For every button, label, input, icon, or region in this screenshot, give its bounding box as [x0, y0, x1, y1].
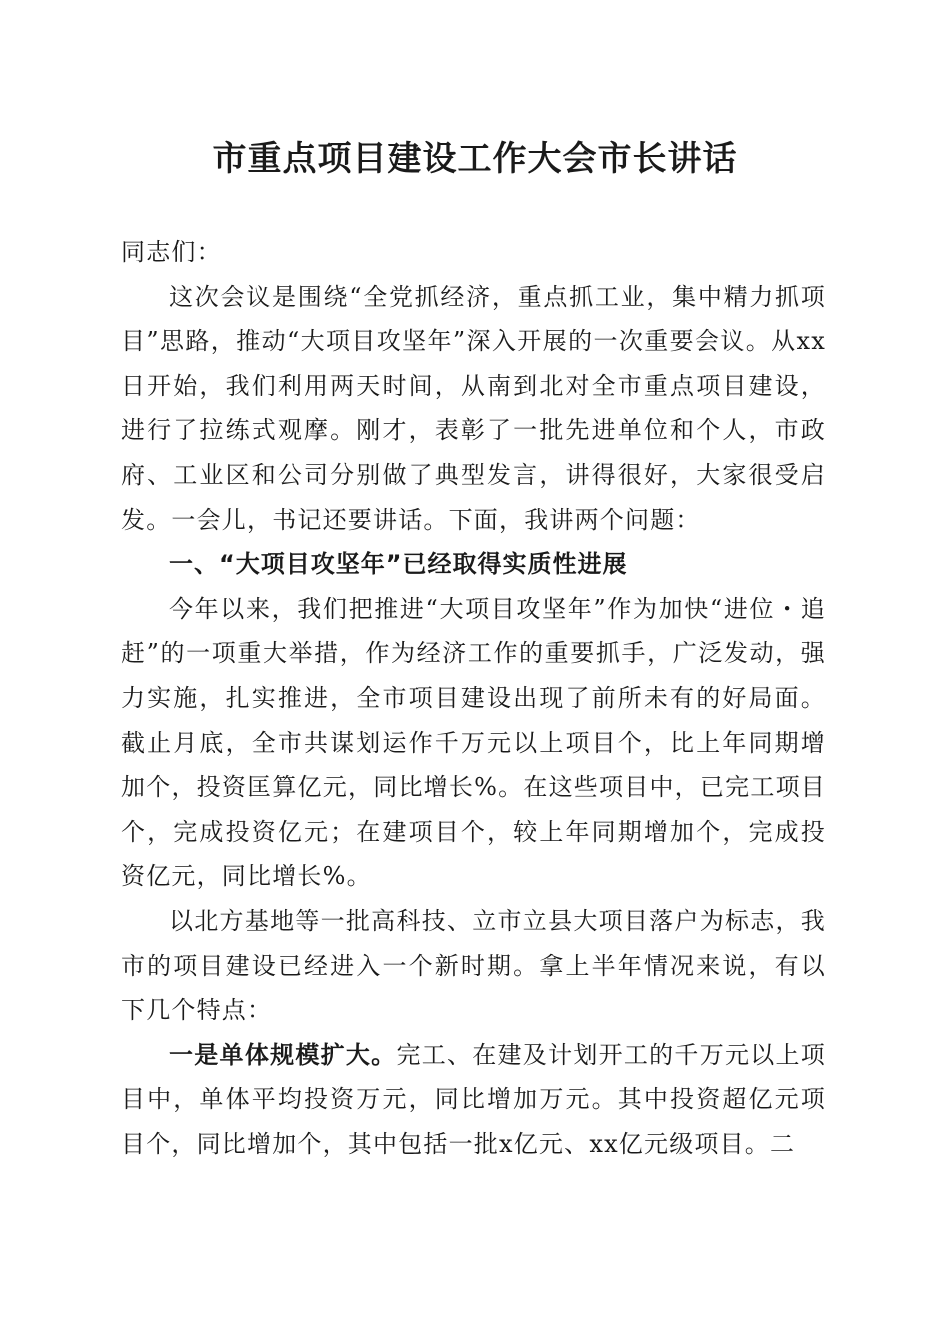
paragraph-intro: 这次会议是围绕“全党抓经济，重点抓工业，集中精力抓项目”思路，推动“大项目攻坚年”深入开展的一次重要会议。从xx日开始，我们利用两天时间，从南到北对全市重点项目建设，进行了拉练式观摩。刚才，表彰了一批先进单位和个人，市政府、工业区和公司分别做了典型发言，讲得很好，大家很受启发。一会儿，书记还要讲话。下面，我讲两个问题：: [121, 282, 826, 534]
document-body: [121, 230, 826, 1166]
feature-1-text: 完工、在建及计划开工的千万元以上项目中，单体平均投资万元，同比增加万元。其中投资超亿元项目个，同比增加个，其中包括一批x亿元、xx亿元级项目。二: [121, 1040, 826, 1158]
paragraph-new-period: 以北方基地等一批高科技、立市立县大项目落户为标志，我市的项目建设已经进入一个新时期。拿上半年情况来说，有以下几个特点：: [121, 906, 826, 1025]
paragraph-feature-1: [121, 1033, 826, 1167]
feature-1-lead: 一是单体规模扩大。: [169, 1039, 397, 1069]
document-title: 市重点项目建设工作大会市长讲话: [212, 139, 738, 179]
salutation: 同志们：: [121, 238, 222, 266]
section-heading-1: 一、“大项目攻坚年”已经取得实质性进展: [169, 550, 628, 579]
paragraph-progress: 今年以来，我们把推进“大项目攻坚年”作为加快“进位・追赶”的一项重大举措，作为经济工作的重要抓手，广泛发动，强力实施，扎实推进，全市项目建设出现了前所未有的好局面。截止月底，全市共谋划运作千万元以上项目个，比上年同期增加个，投资匡算亿元，同比增长%。在这些项目中，已完工项目个，完成投资亿元；在建项目个，较上年同期增加个，完成投资亿元，同比增长%。: [121, 594, 826, 891]
